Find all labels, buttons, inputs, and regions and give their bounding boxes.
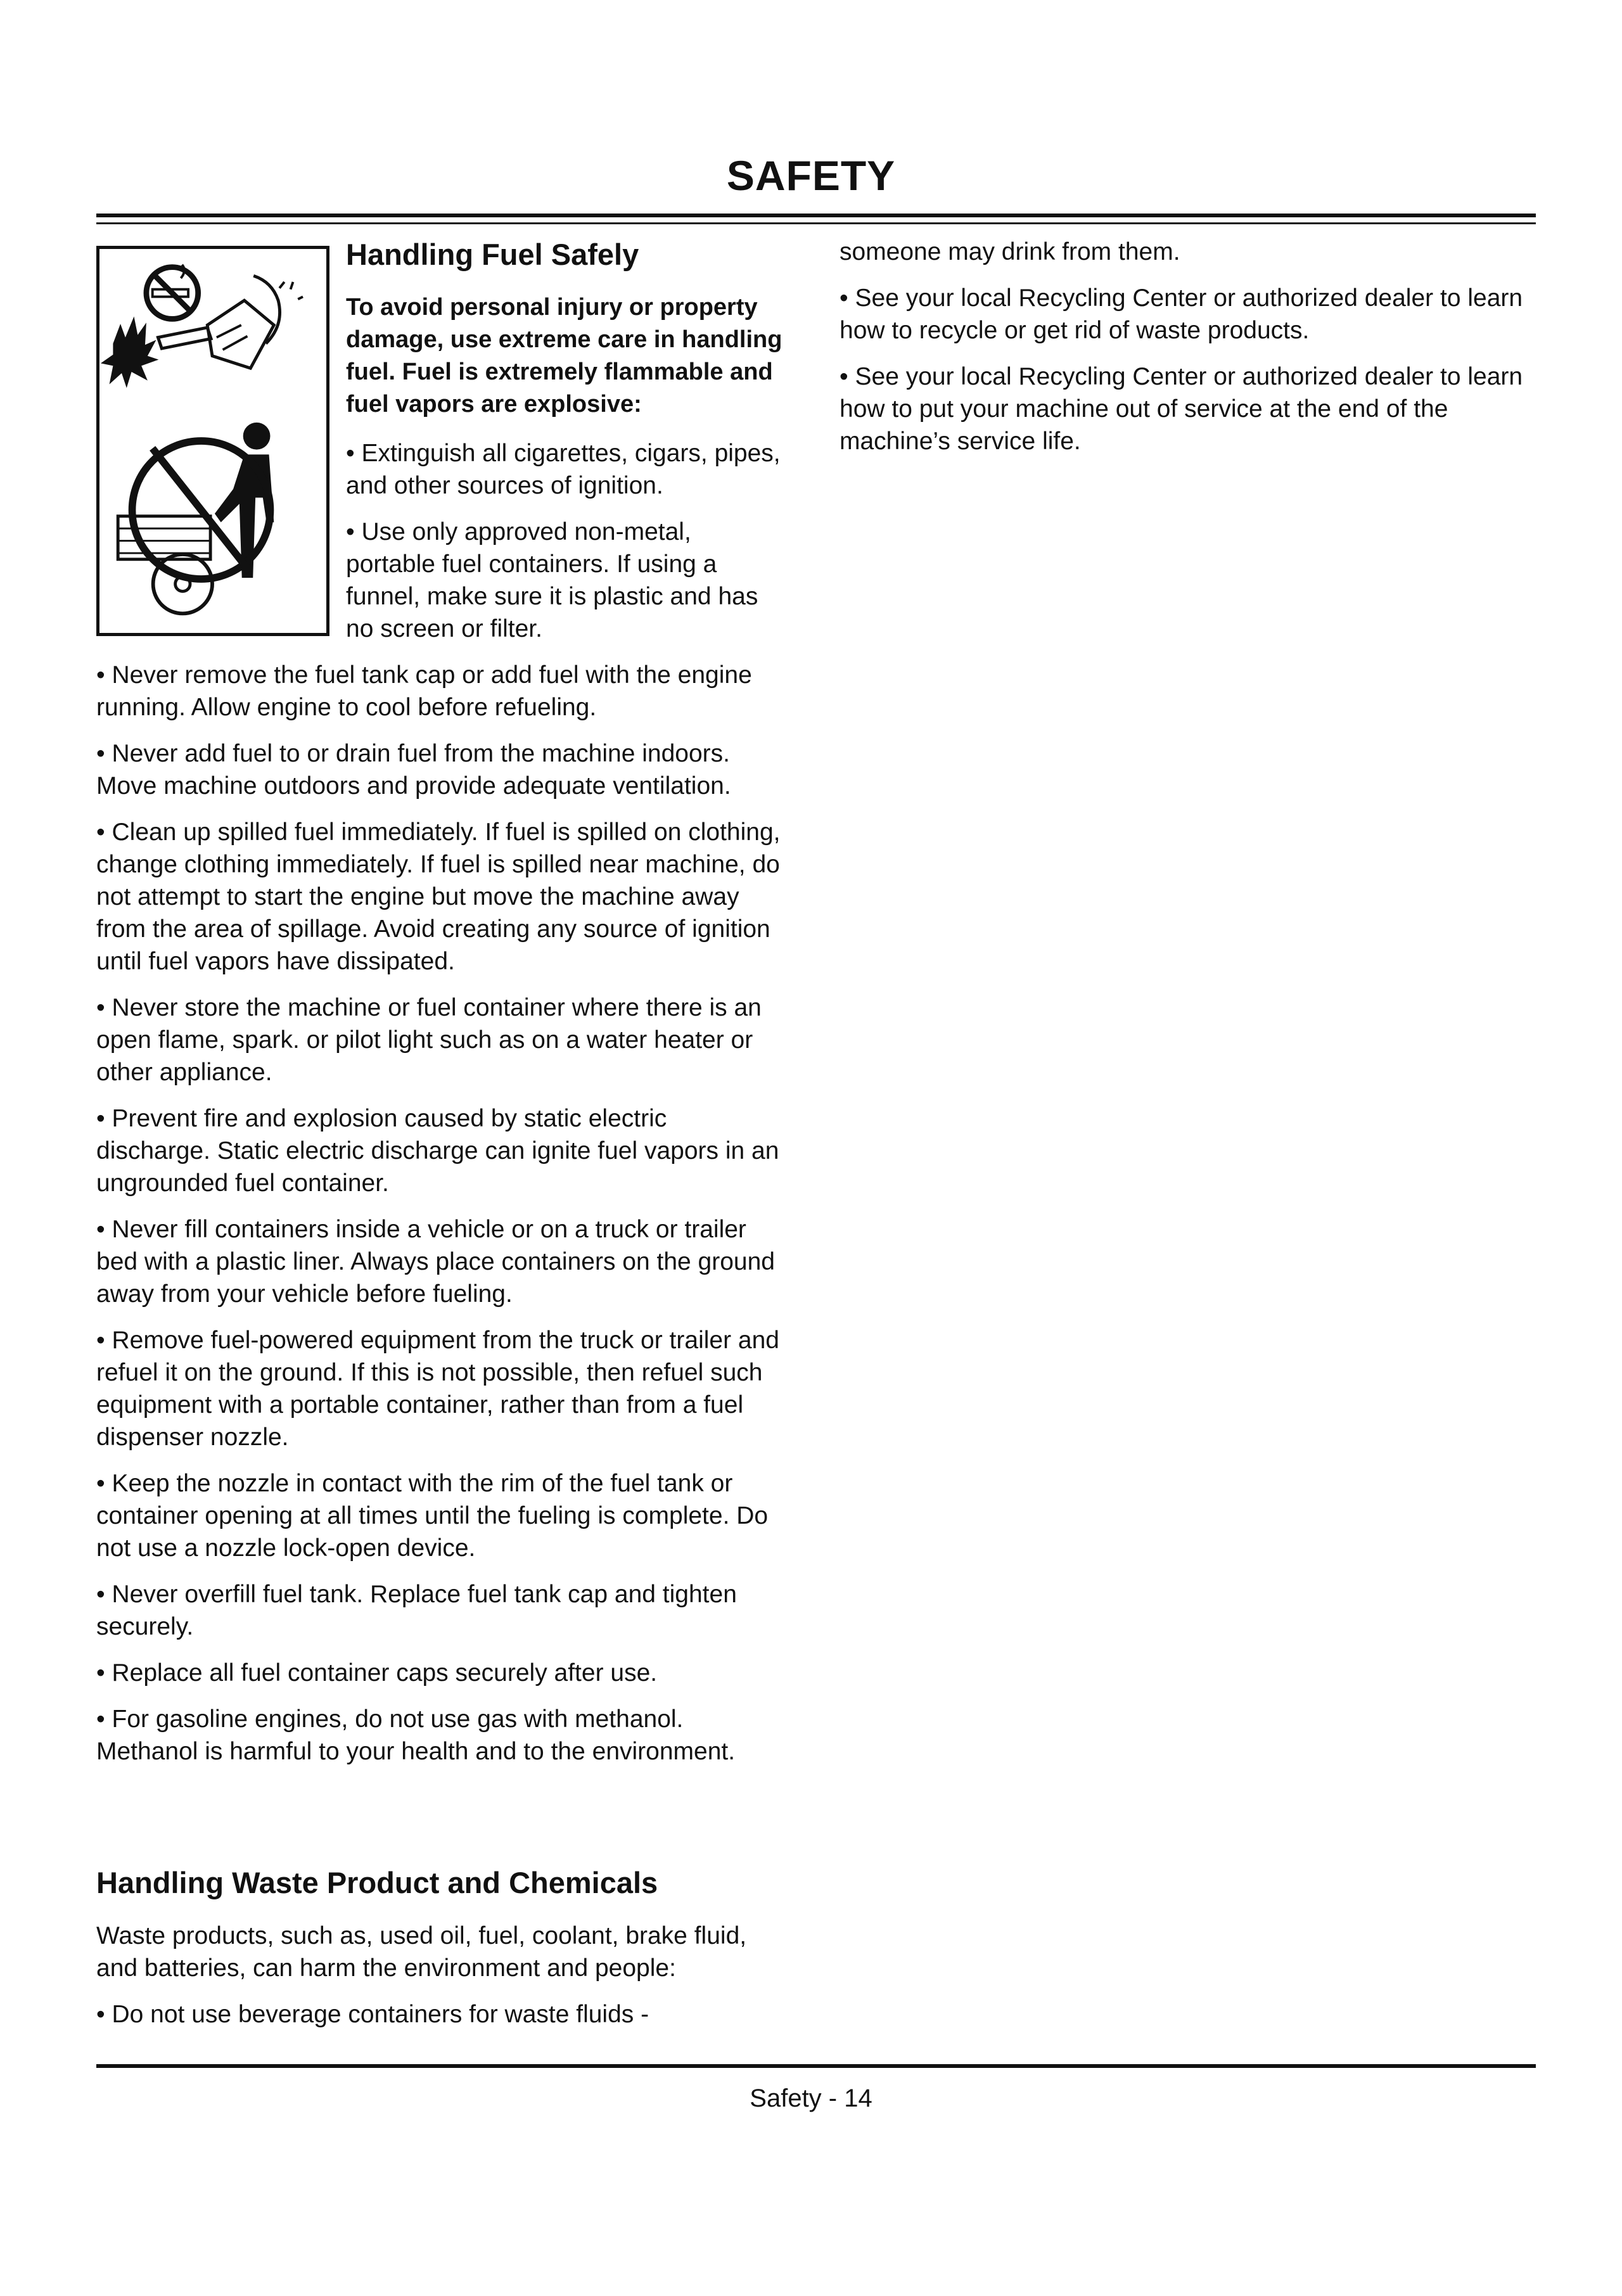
fuel-bullet: • Never store the machine or fuel container where there is an open flame, spark. or pilot light such as on a water heater or other appliance. [96,994,762,1086]
fuel-bullet: • Never remove the fuel tank cap or add fuel with the engine running. Allow engine to cool before refueling. [96,661,752,721]
header-rule [96,214,1536,217]
header-rule-thin [96,222,1536,224]
waste-bullet-continued: someone may drink from them. [840,238,1180,265]
fuel-bullet: • Never add fuel to or drain fuel from the machine indoors. Move machine outdoors and provide adequate ventilation. [96,740,731,800]
fuel-bullet: • Use only approved non-metal, portable fuel containers. If using a funnel, make sure it is plastic and has no screen or filter. [346,518,758,642]
refueling-hazard-icon [101,276,303,388]
waste-bullet: • See your local Recycling Center or authorized dealer to learn how to recycle or get rid of waste products. [840,284,1523,344]
waste-bullet: • See your local Recycling Center or authorized dealer to learn how to put your machine out of service at the end of the machine’s service life. [840,363,1523,455]
fuel-bullet: • Prevent fire and explosion caused by static electric discharge. Static electric discharge can ignite fuel vapors in an ungrounded fuel container. [96,1105,779,1197]
fuel-warning: To avoid personal injury or property damage, use extreme care in handling fuel. Fuel is extremely flammable and fuel vapors are explosive: [346,294,782,418]
fuel-section-heading: Handling Fuel Safely [346,238,639,271]
fuel-bullet: • For gasoline engines, do not use gas with methanol. Methanol is harmful to your health and to the environment. [96,1706,736,1765]
no-smoking-icon [146,265,198,319]
fuel-bullet: • Extinguish all cigarettes, cigars, pipes, and other sources of ignition. [346,440,781,499]
fuel-bullet: • Remove fuel-powered equipment from the truck or trailer and refuel it on the ground. If this is not possible, then refuel such equipment with a portable container, rather than from a fuel dispenser nozzle. [96,1327,779,1451]
fuel-bullet: • Never overfill fuel tank. Replace fuel tank cap and tighten securely. [96,1581,737,1640]
right-column [840,236,1536,471]
waste-intro: Waste products, such as, used oil, fuel, coolant, brake fluid, and batteries, can harm the environment and people: [96,1922,747,1982]
fuel-bullet: • Keep the nozzle in contact with the rim of the fuel tank or container opening at all times until the fueling is complete. Do not use a nozzle lock-open device. [96,1470,769,1562]
no-refuel-running-machine-icon [118,423,274,614]
waste-bullet: • Do not use beverage containers for waste fluids - [96,2001,649,2028]
fuel-safety-illustration [99,249,326,633]
fuel-safety-figure [96,246,329,636]
left-column [96,236,787,2044]
fuel-bullet: • Never fill containers inside a vehicle or on a truck or trailer bed with a plastic liner. Always place containers on the ground away from your vehicle before fueling. [96,1216,775,1308]
fuel-bullet: • Clean up spilled fuel immediately. If fuel is spilled on clothing, change clothing immediately. If fuel is spilled near machine, do not attempt to start the engine but move the machine away from the area of spillage. Avoid creating any source of ignition until fuel vapors have dissipated. [96,819,781,975]
fuel-bullet: • Replace all fuel container caps securely after use. [96,1659,658,1687]
waste-section-heading: Handling Waste Product and Chemicals [96,1866,658,1899]
page-number: Safety - 14 [750,2084,872,2112]
page-title: SAFETY [726,152,896,199]
footer-rule [96,2064,1536,2068]
